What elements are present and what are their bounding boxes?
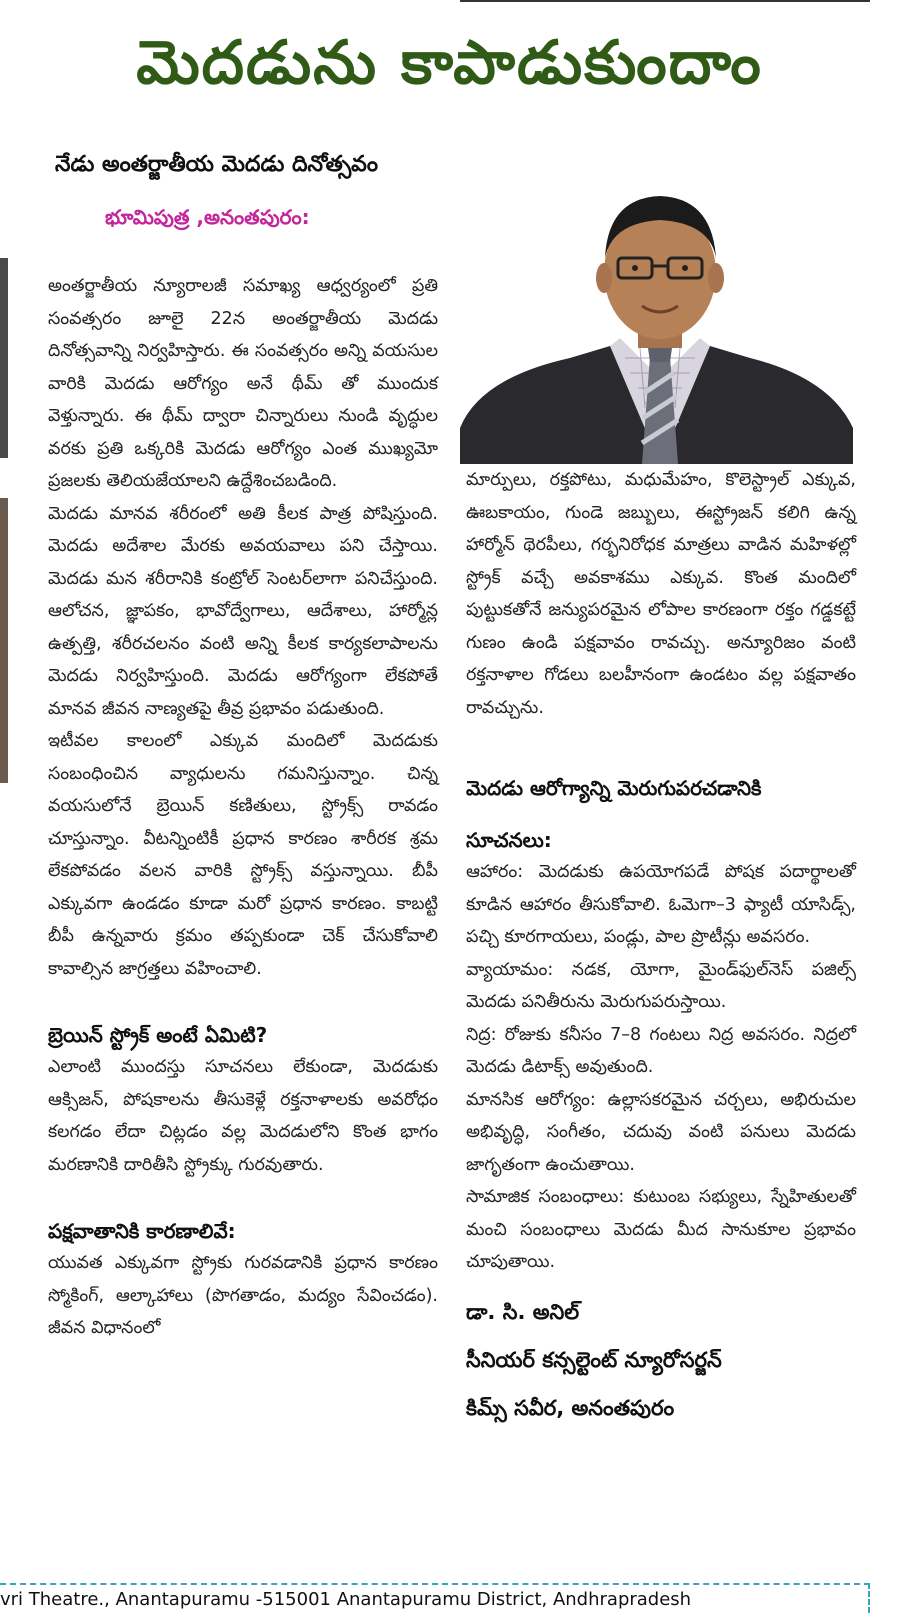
article-paragraph: ఇటీవల కాలంలో ఎక్కువ మందిలో మెదడుకు సంబంధించిన వ్యాధులను గమనిస్తున్నాం. చిన్న వయసులోనే బ్రెయిన్ కణితులు, స్ట్రోక్స్ రావడం చూస్తున్నాం. వీటన్నింటికీ ప్రధాన కారణం శారీరక శ్రమ లేకపోవడం వలన వారికి స్ట్రోక్స్ వస్తున్నాయి. బీపీ ఎక్కువగా ఉండడం కూడా మరో ప్రధాన కారణం. కాబట్టి బీపీ ఉన్నవారు క్రమం తప్పకుండా చెక్ చేసుకోవాలి కావాల్సిన జాగ్రత్తలు వహించాలి. — [48, 731, 438, 979]
byline-name: డా. సి. అనిల్ — [466, 1299, 580, 1324]
section-heading: మెదడు ఆరోగ్యాన్ని మెరుగుపరచడానికి — [466, 776, 762, 800]
dateline: భూమిపుత్ర ,అనంతపురం: — [105, 205, 310, 229]
article-paragraph: మెదడు మానవ శరీరంలో అతి కీలక పాత్ర పోషిస్తుంది. మెదడు అదేశాల మేరకు అవయవాలు పని చేస్తాయి. మెదడు మన శరీరానికి కంట్రోల్ సెంటర్‌లాగా పనిచేస్తుంది. ఆలోచన, జ్ఞాపకం, భావోద్వేగాలు, ఆదేశాలు, హార్మోన్ల ఉత్పత్తి, శరీరచలనం వంటి అన్ని కీలక కార్యకలాపాలను మెదడు నిర్వహిస్తుంది. మెదడు ఆరోగ్యంగా లేకపోతే మానవ జీవన నాణ్యతపై తీవ్ర ప్రభావం పడుతుంది. — [48, 503, 438, 719]
side-clipped-image — [0, 498, 8, 783]
side-clipped-image — [0, 258, 8, 458]
tip-paragraph: సామాజిక సంబంధాలు: కుటుంబ సభ్యులు, స్నేహితులతో మంచి సంబంధాలు మెదడు మీద సానుకూల ప్రభావం చూపుతాయి. — [466, 1187, 856, 1272]
subheadline: నేడు అంతర్జాతీయ మెదడు దినోత్సవం — [55, 152, 378, 177]
byline-organization: కిమ్స్ సవీర, అనంతపురం — [466, 1395, 675, 1420]
tip-paragraph: వ్యాయామం: నడక, యోగా, మైండ్‌ఫుల్‌నెస్ పజిల్స్ మెదడు పనితీరును మెరుగుపరుస్తాయి. — [466, 959, 856, 1012]
byline-title: సీనియర్ కన్సల్టెంట్ న్యూరోసర్జన్ — [466, 1347, 722, 1372]
tip-paragraph: మానసిక ఆరోగ్యం: ఉల్లాసకరమైన చర్చలు, అభిరుచుల అభివృద్ధి, సంగీతం, చదువు వంటి పనులు మెదడు జాగృతంగా ఉంచుతాయి. — [466, 1089, 856, 1175]
left-column — [48, 270, 438, 1345]
tip-paragraph: నిద్ర: రోజుకు కనీసం 7–8 గంటలు నిద్ర అవసరం. నిద్రలో మెదడు డిటాక్స్ అవుతుంది. — [466, 1024, 856, 1077]
right-column — [466, 464, 856, 1423]
tip-paragraph: ఆహారం: మెదడుకు ఉపయోగపడే పోషక పదార్థాలతో కూడిన ఆహారం తీసుకోవాలి. ఓమెగా–3 ఫ్యాటీ యాసిడ్స్, పచ్చి కూరగాయలు, పండ్లు, పాల ప్రొటీన్లు అవసరం. — [466, 862, 856, 947]
section-heading: సూచనలు: — [466, 828, 552, 852]
top-rule — [460, 0, 870, 2]
footer-address: vri Theatre., Anantapuramu -515001 Anantapuramu District, Andhrapradesh — [0, 1583, 870, 1613]
section-heading: బ్రెయిన్ స్ట్రోక్ అంటే ఏమిటి? — [48, 1023, 268, 1047]
article-paragraph: యువత ఎక్కువగా స్ట్రోకు గురవడానికి ప్రధాన కారణం స్మోకింగ్, ఆల్కాహాలు (పొగతాడం, మద్యం సేవించడం). జీవన విధానంలో — [48, 1253, 438, 1338]
article-paragraph: ఎలాంటి ముందస్తు సూచనలు లేకుండా, మెదడుకు ఆక్సిజన్, పోషకాలను తీసుకెళ్లే రక్తనాళాలకు అవరోధం కలగడం లేదా చిట్లడం వల్ల మెదడులోని కొంత భాగం మరణానికి దారితీసి స్ట్రోక్కు గురవుతారు. — [48, 1057, 438, 1175]
author-photo — [460, 178, 853, 464]
section-heading: పక్షవాతానికి కారణాలివే: — [48, 1219, 236, 1243]
article-paragraph: అంతర్జాతీయ న్యూరాలజీ సమాఖ్య ఆధ్వర్యంలో ప్రతి సంవత్సరం జూలై 22న అంతర్జాతీయ మెదడు దినోత్సవాన్ని నిర్వహిస్తారు. ఈ సంవత్సరం అన్ని వయసుల వారికి మెదడు ఆరోగ్యం అనే థీమ్ తో ముందుక వెళ్తున్నారు. ఈ థీమ్ ద్వారా చిన్నారులు నుండి వృద్ధుల వరకు ప్రతి ఒక్కరికి మెదడు ఆరోగ్యం ఎంత ముఖ్యమో ప్రజలకు తెలియజేయాలని ఉద్దేశించబడింది. — [48, 276, 438, 491]
portrait-illustration — [460, 178, 853, 464]
article-paragraph: మార్పులు, రక్తపోటు, మధుమేహం, కొలెస్ట్రాల్ ఎక్కువ, ఊబకాయం, గుండె జబ్బులు, ఈస్ట్రోజన్ కలిగి ఉన్న హార్మోన్ థెరపీలు, గర్భనిరోధక మాత్రలు వాడిన మహిళల్లో స్ట్రోక్ వచ్చే అవకాశము ఎక్కువ. కొంత మందిలో పుట్టుకతోనే జన్యుపరమైన లోపాల కారణంగా రక్తం గడ్డకట్టే గుణం ఉండి పక్షవావం రావచ్చు. అన్యూరిజం వంటి రక్తనాళాల గోడలు బలహీనంగా ఉండటం వల్ల పక్షవాతం రావచ్చును. — [466, 470, 856, 718]
headline: మెదడును కాపాడుకుందాం — [136, 28, 763, 98]
